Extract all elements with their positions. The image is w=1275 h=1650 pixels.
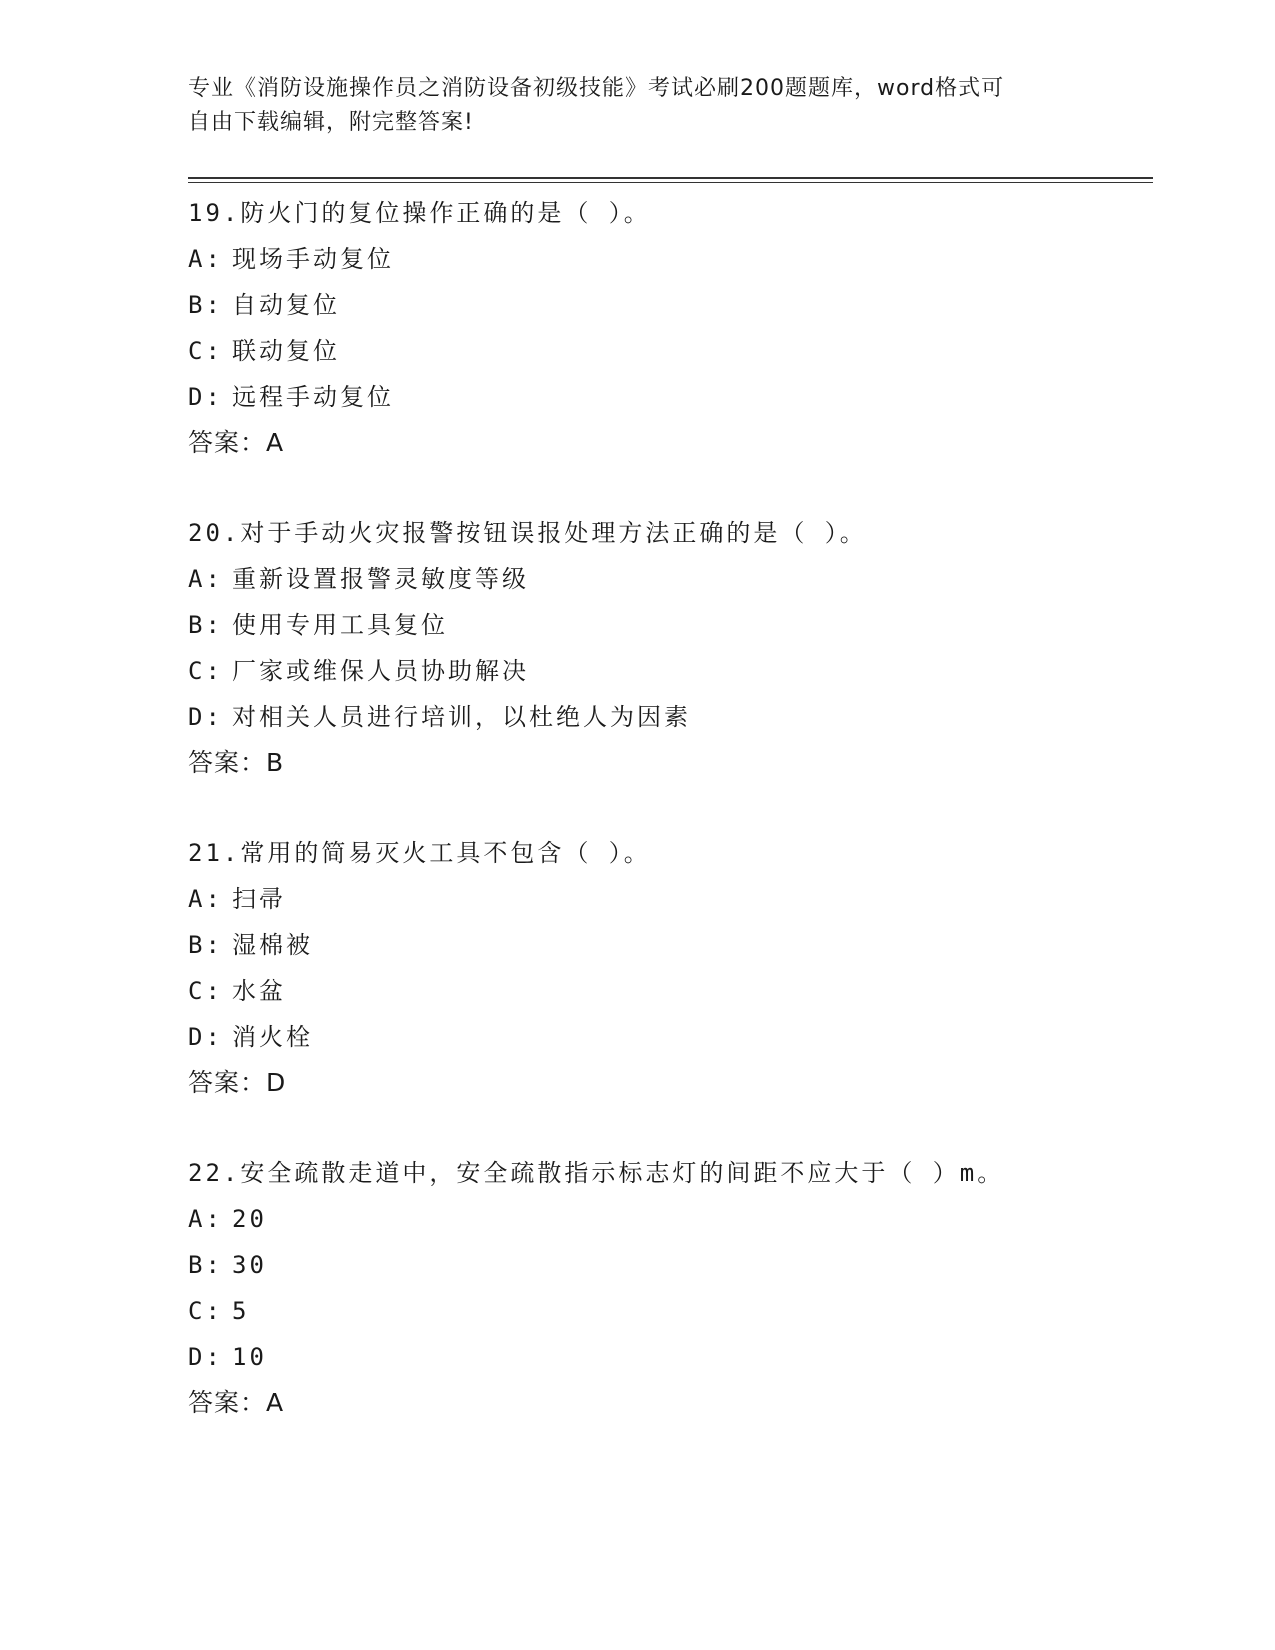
option-text: 5 — [232, 1297, 250, 1325]
option-c — [188, 1288, 1168, 1334]
option-text: 联动复位 — [232, 337, 340, 365]
option-key: A: — [188, 1205, 223, 1233]
header-divider-thin — [188, 182, 1153, 183]
option-c — [188, 968, 1168, 1014]
option-key: A: — [188, 565, 223, 593]
option-d — [188, 1334, 1168, 1380]
question-20 — [188, 510, 1168, 786]
option-key: C: — [188, 977, 223, 1005]
option-text: 厂家或维保人员协助解决 — [232, 657, 529, 685]
answer-label: 答案：A — [188, 428, 285, 457]
option-b — [188, 922, 1168, 968]
option-b — [188, 602, 1168, 648]
option-key: A: — [188, 245, 223, 273]
option-key: D: — [188, 383, 223, 411]
option-text: 扫帚 — [232, 885, 286, 913]
option-a — [188, 876, 1168, 922]
option-text: 重新设置报警灵敏度等级 — [232, 565, 529, 593]
option-text: 使用专用工具复位 — [232, 611, 448, 639]
option-text: 自动复位 — [232, 291, 340, 319]
option-key: B: — [188, 931, 223, 959]
option-a — [188, 1196, 1168, 1242]
option-key: D: — [188, 703, 223, 731]
option-b — [188, 282, 1168, 328]
answer-label: 答案：A — [188, 1388, 285, 1417]
option-d — [188, 694, 1168, 740]
option-key: D: — [188, 1343, 223, 1371]
question-stem: 19.防火门的复位操作正确的是（ ）。 — [188, 199, 651, 227]
question-list — [188, 190, 1168, 1470]
option-key: B: — [188, 1251, 223, 1279]
option-text: 10 — [232, 1343, 267, 1371]
option-c — [188, 328, 1168, 374]
option-text: 现场手动复位 — [232, 245, 394, 273]
option-d — [188, 1014, 1168, 1060]
answer-label: 答案：D — [188, 1068, 287, 1097]
option-key: A: — [188, 885, 223, 913]
option-text: 湿棉被 — [232, 931, 313, 959]
header-divider-thick — [188, 177, 1153, 179]
option-text: 30 — [232, 1251, 267, 1279]
option-text: 对相关人员进行培训，以杜绝人为因素 — [232, 703, 691, 731]
question-stem: 21.常用的简易灭火工具不包含（ ）。 — [188, 839, 651, 867]
option-text: 20 — [232, 1205, 267, 1233]
option-key: C: — [188, 337, 223, 365]
question-21 — [188, 830, 1168, 1106]
option-text: 远程手动复位 — [232, 383, 394, 411]
option-a — [188, 236, 1168, 282]
document-header — [188, 72, 1068, 140]
header-line-2: 自由下载编辑，附完整答案! — [188, 110, 474, 135]
question-22 — [188, 1150, 1168, 1426]
option-key: C: — [188, 1297, 223, 1325]
header-line-1: 专业《消防设施操作员之消防设备初级技能》考试必刷200题题库，word格式可 — [188, 76, 1005, 101]
option-key: D: — [188, 1023, 223, 1051]
option-text: 消火栓 — [232, 1023, 313, 1051]
option-b — [188, 1242, 1168, 1288]
answer-label: 答案：B — [188, 748, 285, 777]
option-c — [188, 648, 1168, 694]
option-text: 水盆 — [232, 977, 286, 1005]
question-stem: 22.安全疏散走道中，安全疏散指示标志灯的间距不应大于（ ）m。 — [188, 1159, 1005, 1187]
question-stem: 20.对于手动火灾报警按钮误报处理方法正确的是（ ）。 — [188, 519, 867, 547]
question-19 — [188, 190, 1168, 466]
option-key: C: — [188, 657, 223, 685]
option-key: B: — [188, 291, 223, 319]
option-d — [188, 374, 1168, 420]
option-key: B: — [188, 611, 223, 639]
option-a — [188, 556, 1168, 602]
